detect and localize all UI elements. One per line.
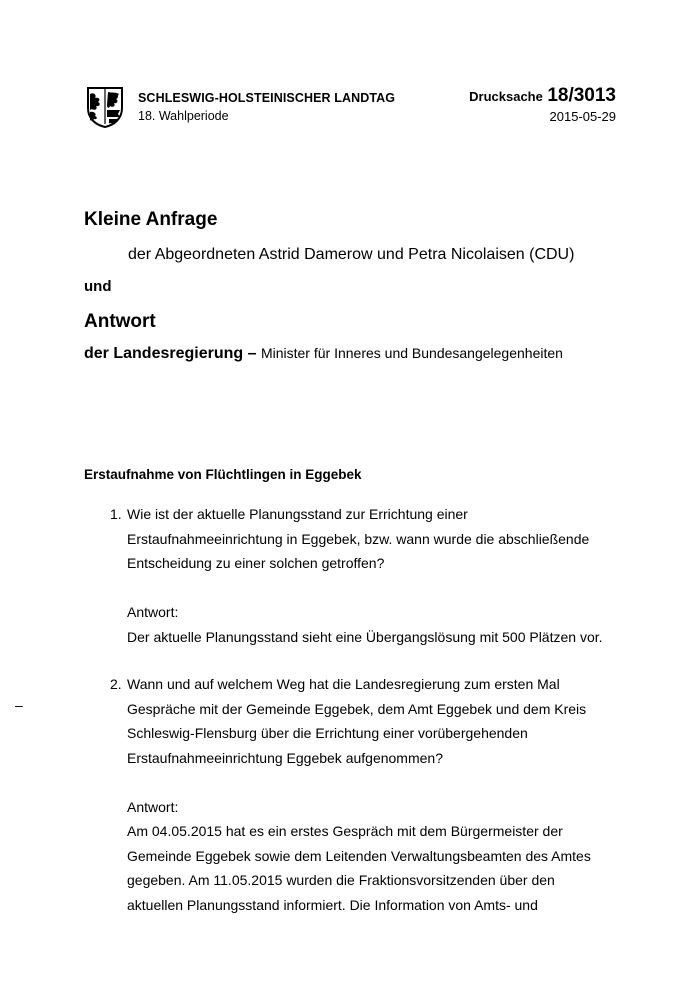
answer-line: Gemeinde Eggebek sowie dem Leitenden Verwaltungsbeamten des Amtes <box>127 847 591 864</box>
margin-mark: – <box>15 697 23 713</box>
coat-of-arms-icon <box>86 86 124 128</box>
legislative-period: 18. Wahlperiode <box>138 109 229 123</box>
answer-label: Antwort: <box>127 798 179 815</box>
question-number: 2. <box>110 676 122 692</box>
institution-name: SCHLESWIG-HOLSTEINISCHER LANDTAG <box>138 91 396 105</box>
subject-heading: Erstaufnahme von Flüchtlingen in Eggebek <box>84 467 362 482</box>
answer-line: aktuellen Planungsstand informiert. Die Information von Amts- und <box>127 896 538 913</box>
answer-title: Antwort <box>84 311 156 332</box>
question-line: Wie ist der aktuelle Planungsstand zur Errichtung einer <box>127 506 468 522</box>
document-date: 2015-05-29 <box>549 109 616 124</box>
question-number: 1. <box>110 506 122 522</box>
question-line: Erstaufnahmeeinrichtung Eggebek aufgenommen? <box>127 749 443 766</box>
document-reference <box>469 85 616 124</box>
drucksache-number: 18/3013 <box>547 85 616 106</box>
government-label: der Landesregierung – <box>84 345 257 362</box>
question-line: Erstaufnahmeeinrichtung in Eggebek, bzw. wann wurde die abschließende <box>127 530 590 547</box>
question-line: Schleswig-Flensburg über die Errichtung einer vorübergehenden <box>127 725 528 741</box>
answer-line: Am 04.05.2015 hat es ein erstes Gespräch mit dem Bürgermeister der <box>127 823 563 839</box>
document-title: Kleine Anfrage <box>84 209 218 230</box>
ministry-name: Minister für Inneres und Bundesangelegenheiten <box>260 345 563 361</box>
question-line: Gespräche mit der Gemeinde Eggebek, dem Amt Eggebek und dem Kreis <box>127 700 587 717</box>
answer-line: Der aktuelle Planungsstand sieht eine Übergangslösung mit 500 Plätzen vor. <box>127 628 603 645</box>
connector-text: und <box>84 278 112 295</box>
authors-line: der Abgeordneten Astrid Damerow und Petra Nicolaisen (CDU) <box>128 246 575 263</box>
question-line: Wann und auf welchem Weg hat die Landesregierung zum ersten Mal <box>127 676 560 692</box>
drucksache-label: Drucksache <box>469 89 543 104</box>
answer-line: gegeben. Am 11.05.2015 wurden die Fraktionsvorsitzenden über den <box>127 872 555 888</box>
question-line: Entscheidung zu einer solchen getroffen? <box>127 555 385 571</box>
drucksache-line <box>469 85 616 107</box>
government-line <box>84 345 563 363</box>
question-item <box>110 672 630 917</box>
question-item <box>110 502 630 649</box>
answer-label: Antwort: <box>127 604 179 620</box>
